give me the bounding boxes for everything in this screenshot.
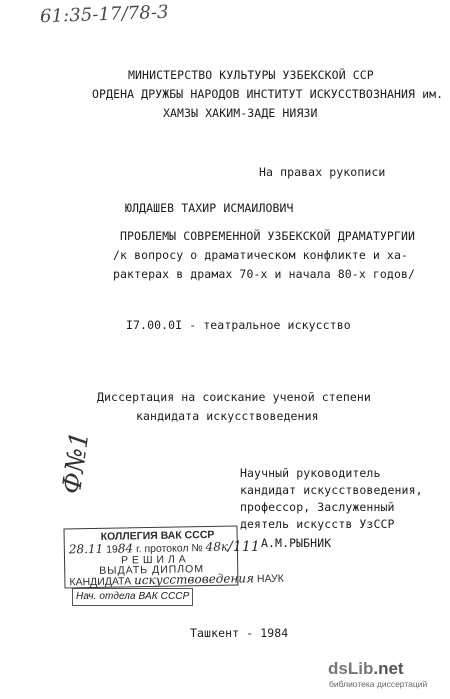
dslib-watermark xyxy=(328,659,444,693)
place-and-year: Ташкент - 1984 xyxy=(190,626,289,640)
stamp-degree-line xyxy=(69,572,284,589)
institute-line: ОРДЕНА ДРУЖБЫ НАРОДОВ ИНСТИТУТ ИСКУССТВОЗНАНИЯ им. xyxy=(92,87,444,101)
supervisor-degree: кандидат искусствоведения, xyxy=(240,483,423,497)
supervisor-name: А.М.РЫБНИК xyxy=(261,536,332,550)
ministry-line: МИНИСТЕРСТВО КУЛЬТУРЫ УЗБЕКСКОЙ ССР xyxy=(128,68,374,82)
stamp-protocol-number: 48к xyxy=(205,539,229,555)
stamp-degree-handwritten: искусствоведения xyxy=(133,571,255,588)
vak-approval-stamp xyxy=(63,525,284,589)
manuscript-rights-label: На правах рукописи xyxy=(259,165,386,179)
stamp-date-handwritten: 28.11 xyxy=(68,541,104,557)
specialty-code: I7.00.0I - театральное искусство xyxy=(126,318,351,332)
watermark-brand: dsLib xyxy=(328,659,374,678)
degree-purpose-line-1: Диссертация на соискание ученой степени xyxy=(97,390,371,404)
author-name: ЮЛДАШЕВ ТАХИР ИСМАИЛОВИЧ xyxy=(125,201,294,215)
supervisor-label: Научный руководитель xyxy=(240,466,381,480)
institute-name-line: ХАМЗЫ ХАКИМ-ЗАДЕ НИЯЗИ xyxy=(163,106,318,120)
stamp-footer: Нач. отдела ВАК СССР xyxy=(72,588,193,606)
degree-purpose-line-2: кандидата искусствоведения xyxy=(136,409,319,423)
stamp-year-prefix: 19 xyxy=(106,543,118,556)
watermark-logo xyxy=(328,659,404,679)
supervisor-title: деятель искусств УзССР xyxy=(240,517,395,531)
handwritten-margin-note: Ф№1 xyxy=(57,429,96,497)
stamp-protocol-label: г. протокол № xyxy=(135,542,203,556)
thesis-subtitle-line-2: рактерах в драмах 70-х и начала 80-х годов/ xyxy=(113,267,416,281)
stamp-issue-diploma: ВЫДАТЬ ДИПЛОМ xyxy=(99,563,205,577)
stamp-degree-prefix: КАНДИДАТА xyxy=(69,575,132,589)
stamp-decided: Р Е Ш И Л А xyxy=(120,553,187,567)
stamp-title: КОЛЛЕГИЯ ВАК СССР xyxy=(100,528,215,543)
thesis-title: ПРОБЛЕМЫ СОВРЕМЕННОЙ УЗБЕКСКОЙ ДРАМАТУРГИИ xyxy=(120,229,415,243)
stamp-year-handwritten: 84 xyxy=(117,541,134,556)
stamp-degree-suffix: НАУК xyxy=(256,572,284,586)
watermark-tld: .net xyxy=(373,659,404,678)
watermark-caption: библиотека диссертаций xyxy=(329,679,428,689)
handwritten-archive-code: 61:35-17/78-3 xyxy=(39,1,169,28)
supervisor-rank: профессор, Заслуженный xyxy=(240,500,395,514)
thesis-subtitle-line-1: /к вопросу о драматическом конфликте и ха- xyxy=(113,248,408,262)
stamp-handwritten-suffix: /111 xyxy=(228,539,260,555)
